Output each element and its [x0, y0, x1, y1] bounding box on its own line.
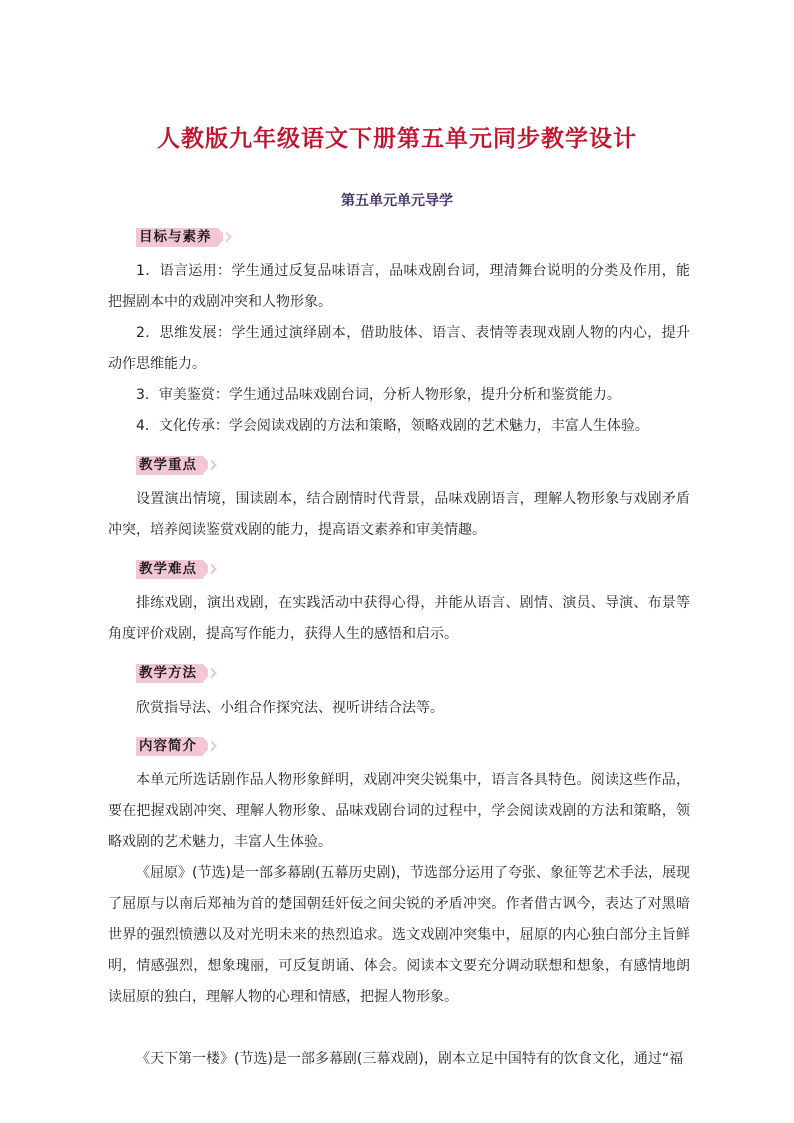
summary-paragraph-1: 本单元所选话剧作品人物形象鲜明，戏剧冲突尖锐集中，语言各具特色。阅读这些作品，要在把握戏剧冲突、理解人物形象、品味戏剧台词的过程中，学会阅读戏剧的方法和策略，领略戏剧的艺术魅力，丰富人生体验。	[108, 772, 690, 850]
summary-paragraph-3: 《天下第一楼》(节选)是一部多幕剧(三幕戏剧)，剧本立足中国特有的饮食文化，通过“福	[136, 1051, 684, 1067]
difficulties-text: 排练戏剧，演出戏剧，在实践活动中获得心得，并能从语言、剧情、演员、导演、布景等角度评价戏剧，提高写作能力，获得人生的感悟和启示。	[108, 595, 690, 642]
section-tag-methods	[136, 664, 217, 683]
chevron-right-icon	[203, 664, 217, 683]
section-tag-summary	[136, 737, 217, 756]
section-tag-label: 教学方法	[136, 664, 203, 683]
section-tag-label: 教学难点	[136, 560, 203, 579]
methods-text: 欣赏指导法、小组合作探究法、视听讲结合法等。	[136, 700, 444, 716]
goal-item-1: 1．语言运用：学生通过反复品味语言，品味戏剧台词，理清舞台说明的分类及作用，能把握剧本中的戏剧冲突和人物形象。	[108, 263, 690, 310]
goal-item-4: 4．文化传承：学会阅读戏剧的方法和策略，领略戏剧的艺术魅力，丰富人生体验。	[136, 418, 649, 434]
goal-item-2: 2．思维发展：学生通过演绎剧本，借助肢体、语言、表情等表现戏剧人物的内心，提升动作思维能力。	[108, 325, 690, 372]
chevron-right-icon	[203, 737, 217, 756]
section-tag-label: 目标与素养	[136, 228, 218, 247]
summary-paragraph-2: 《屈原》(节选)是一部多幕剧(五幕历史剧)，节选部分运用了夸张、象征等艺术手法，展现了屈原与以南后郑袖为首的楚国朝廷奸佞之间尖锐的矛盾冲突。作者借古讽今，表达了对黑暗世界的强烈愤懑以及对光明未来的热烈追求。选文戏剧冲突集中，屈原的内心独白部分主旨鲜明，情感强烈，想象瑰丽，可反复朗诵、体会。阅读本文要充分调动联想和想象，有感情地朗读屈原的独白，理解人物的心理和情感，把握人物形象。	[108, 865, 690, 1005]
chevron-right-icon	[203, 456, 217, 475]
chevron-right-icon	[203, 560, 217, 579]
unit-title: 第五单元单元导学	[341, 193, 453, 209]
section-tag-key-points	[136, 456, 217, 475]
section-tag-difficulties	[136, 560, 217, 579]
document-title: 人教版九年级语文下册第五单元同步教学设计	[157, 125, 637, 152]
section-tag-goals	[136, 228, 232, 247]
section-tag-label: 内容简介	[136, 737, 203, 756]
goal-item-3: 3．审美鉴赏：学生通过品味戏剧台词，分析人物形象，提升分析和鉴赏能力。	[136, 387, 621, 403]
key-points-text: 设置演出情境，围读剧本，结合剧情时代背景，品味戏剧语言，理解人物形象与戏剧矛盾冲突，培养阅读鉴赏戏剧的能力，提高语文素养和审美情趣。	[108, 491, 690, 538]
chevron-right-icon	[218, 228, 232, 247]
section-tag-label: 教学重点	[136, 456, 203, 475]
